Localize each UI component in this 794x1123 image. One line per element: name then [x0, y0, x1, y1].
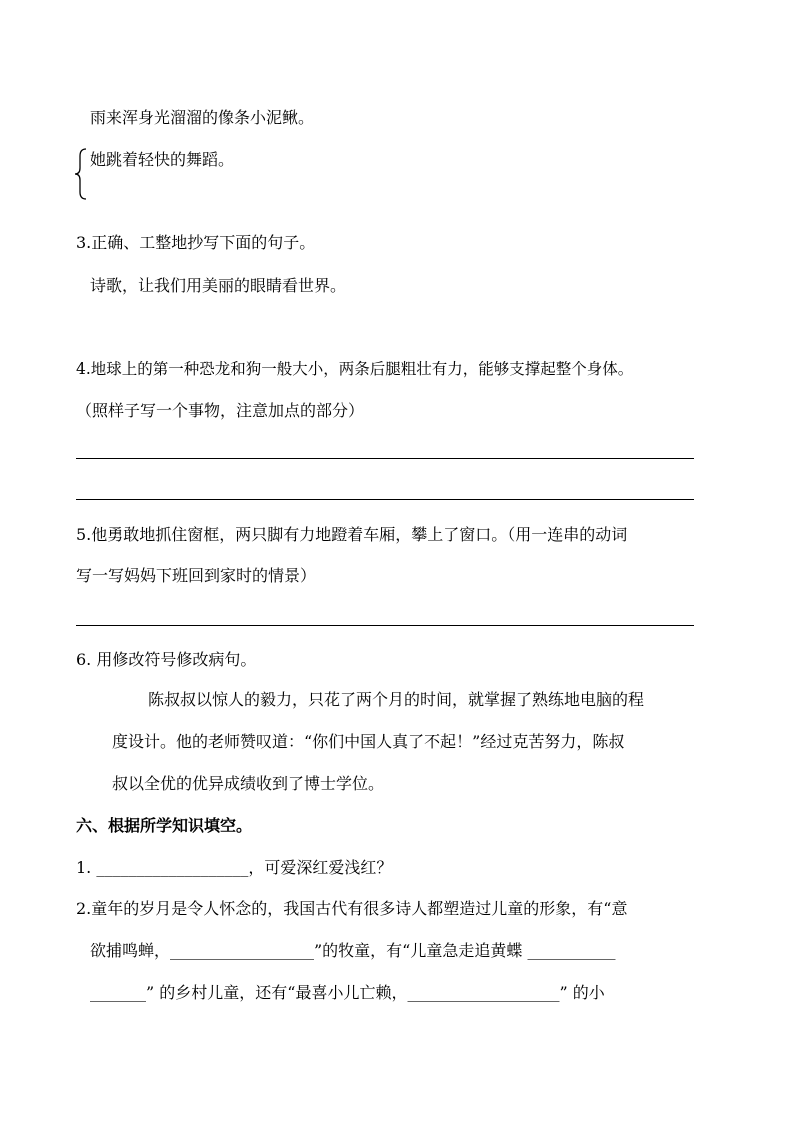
paragraph-line: 陈叔叔以惊人的毅力，只花了两个月的时间，就掌握了熟练地电脑的程	[148, 690, 645, 709]
section-heading: 六、根据所学知识填空。	[76, 816, 253, 835]
question-title-continued: 写一写妈妈下班回到家时的情景）	[76, 566, 317, 585]
answer-line[interactable]	[76, 625, 694, 626]
sentence-line-2: 她跳着轻快的舞蹈。	[90, 150, 235, 169]
paragraph-line: 度设计。他的老师赞叹道：“你们中国人真了不起！”经过克苦努力，陈叔	[112, 732, 625, 751]
brace-bracket	[74, 148, 90, 200]
fill-item-2-line-1: 2.童年的岁月是令人怀念的，我国古代有很多诗人都塑造过儿童的形象，有“意	[76, 899, 628, 918]
answer-line[interactable]	[76, 458, 694, 459]
question-instruction: （照样子写一个事物，注意加点的部分）	[76, 401, 365, 420]
question-title: 6. 用修改符号修改病句。	[76, 650, 257, 669]
fill-item-1: 1. ___________________，可爱深红爱浅红？	[76, 858, 393, 877]
sentence-to-copy: 诗歌，让我们用美丽的眼睛看世界。	[90, 276, 347, 295]
question-title: 5.他勇敢地抓住窗框，两只脚有力地蹬着车厢，攀上了窗口。（用一连串的动词	[76, 525, 628, 544]
sentence-line-1: 雨来浑身光溜溜的像条小泥鳅。	[90, 108, 315, 127]
paragraph-line: 叔以全优的优异成绩收到了博士学位。	[112, 774, 385, 793]
fill-item-2-line-2: 欲捕鸣蝉，__________________”的牧童，有“儿童急走追黄蝶 ___________	[90, 941, 616, 960]
answer-line[interactable]	[76, 499, 694, 500]
fill-item-2-line-3: _______” 的乡村儿童，还有“最喜小儿亡赖，___________________” 的小	[90, 983, 605, 1002]
question-title: 3.正确、工整地抄写下面的句子。	[76, 233, 316, 252]
question-title: 4.地球上的第一种恐龙和狗一般大小，两条后腿粗壮有力，能够支撑起整个身体。	[76, 360, 634, 378]
